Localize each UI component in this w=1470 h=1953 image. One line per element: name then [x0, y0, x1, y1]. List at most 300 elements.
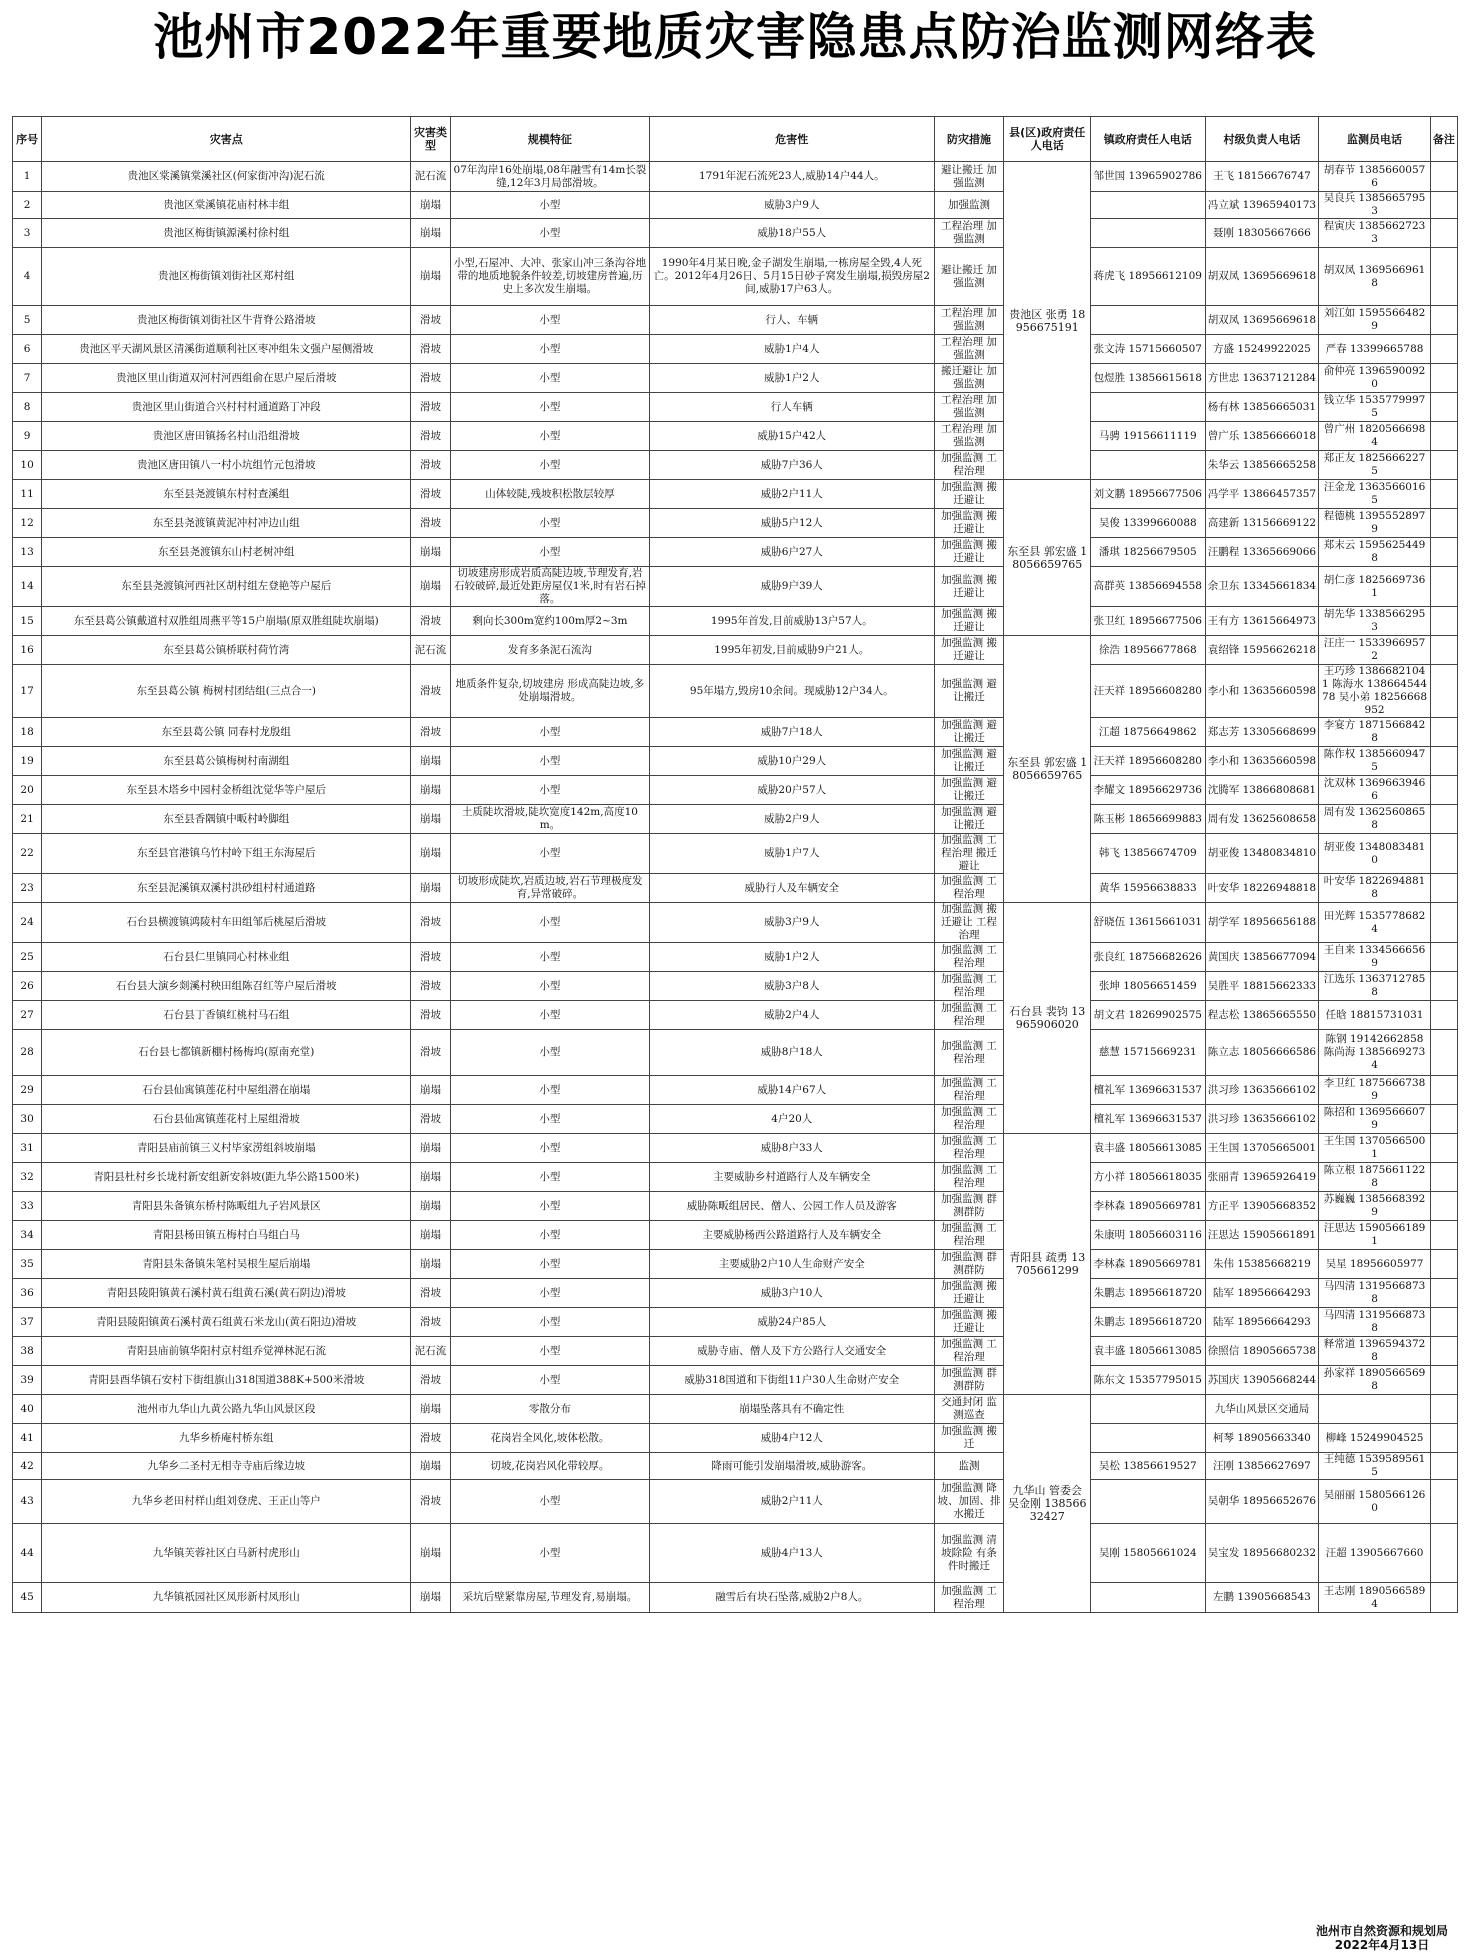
scale-feature: 小型 — [450, 1030, 649, 1076]
monitor-contact: 汪思达 15905661891 — [1319, 1221, 1431, 1250]
prevention-measure: 加强监测 避让搬迁 — [934, 805, 1004, 834]
prevention-measure: 加强监测 搬迁避让 — [934, 480, 1004, 509]
town-responsible-contact: 高群英 13856694558 — [1090, 567, 1205, 607]
table-row — [13, 1076, 1458, 1105]
hazard-description: 威胁7户36人 — [649, 451, 934, 480]
village-responsible-contact: 杨有林 13856665031 — [1205, 393, 1319, 422]
table-row — [13, 451, 1458, 480]
monitor-contact: 释常道 13965943728 — [1319, 1337, 1431, 1366]
village-responsible-contact: 黄国庆 13856677094 — [1205, 943, 1319, 972]
disaster-type: 崩塌 — [411, 1250, 451, 1279]
scale-feature: 零散分布 — [450, 1395, 649, 1424]
monitoring-table-container — [12, 116, 1458, 1613]
town-responsible-contact: 袁丰盛 18056613085 — [1090, 1134, 1205, 1163]
disaster-site: 贵池区棠溪镇花庙村林丰组 — [42, 192, 411, 219]
table-row — [13, 422, 1458, 451]
prevention-measure: 工程治理 加强监测 — [934, 335, 1004, 364]
header-cell: 镇政府责任人电话 — [1090, 117, 1205, 162]
disaster-site: 石台县大演乡剡溪村秧田组陈召红等户屋后滑坡 — [42, 972, 411, 1001]
town-responsible-contact: 张坤 18056651459 — [1090, 972, 1205, 1001]
prevention-measure: 加强监测 工程治理 — [934, 1001, 1004, 1030]
prevention-measure: 加强监测 搬迁避让 — [934, 607, 1004, 636]
row-number: 27 — [13, 1001, 42, 1030]
row-number: 3 — [13, 219, 42, 248]
remark-cell — [1430, 335, 1457, 364]
scale-feature: 小型 — [450, 1221, 649, 1250]
village-responsible-contact: 汪鹏程 13365669066 — [1205, 538, 1319, 567]
monitor-contact: 任晗 18815731031 — [1319, 1001, 1431, 1030]
scale-feature: 小型 — [450, 1279, 649, 1308]
hazard-description: 威胁8户18人 — [649, 1030, 934, 1076]
row-number: 9 — [13, 422, 42, 451]
page-title: 池州市2022年重要地质灾害隐患点防治监测网络表 — [153, 8, 1317, 66]
prevention-measure: 避让搬迁 加强监测 — [934, 248, 1004, 306]
table-row — [13, 1395, 1458, 1424]
header-cell: 序号 — [13, 117, 42, 162]
disaster-site: 九华镇祇园社区凤形新村凤形山 — [42, 1583, 411, 1613]
prevention-measure: 加强监测 搬迁 — [934, 1424, 1004, 1453]
disaster-site: 石台县七都镇新棚村杨梅坞(原南充堂) — [42, 1030, 411, 1076]
town-responsible-contact: 胡文君 18269902575 — [1090, 1001, 1205, 1030]
hazard-description: 威胁3户8人 — [649, 972, 934, 1001]
row-number: 6 — [13, 335, 42, 364]
disaster-site: 贵池区里山街道双河村河西组俞在思户屋后滑坡 — [42, 364, 411, 393]
monitor-contact: 王自来 13345666569 — [1319, 943, 1431, 972]
row-number: 14 — [13, 567, 42, 607]
hazard-description: 威胁20户57人 — [649, 776, 934, 805]
town-responsible-contact: 蒋虎飞 18956612109 — [1090, 248, 1205, 306]
disaster-type: 崩塌 — [411, 1524, 451, 1583]
monitor-contact: 程德桃 13955528979 — [1319, 509, 1431, 538]
disaster-site: 东至县葛公镇 同春村龙殷组 — [42, 718, 411, 747]
village-responsible-contact: 吴宝发 18956680232 — [1205, 1524, 1319, 1583]
row-number: 15 — [13, 607, 42, 636]
scale-feature: 山体较陡,残坡积松散层较厚 — [450, 480, 649, 509]
village-responsible-contact: 陆军 18956664293 — [1205, 1308, 1319, 1337]
hazard-description: 威胁2户4人 — [649, 1001, 934, 1030]
town-responsible-contact: 檀礼军 13696631537 — [1090, 1105, 1205, 1134]
table-row — [13, 1583, 1458, 1613]
row-number: 11 — [13, 480, 42, 509]
row-number: 45 — [13, 1583, 42, 1613]
scale-feature: 地质条件复杂,切坡建房 形成高陡边坡,多处崩塌滑坡。 — [450, 665, 649, 718]
village-responsible-contact: 余卫东 13345661834 — [1205, 567, 1319, 607]
row-number: 28 — [13, 1030, 42, 1076]
table-row — [13, 364, 1458, 393]
remark-cell — [1430, 903, 1457, 943]
village-responsible-contact: 方正平 13905668352 — [1205, 1192, 1319, 1221]
scale-feature: 小型 — [450, 306, 649, 335]
row-number: 22 — [13, 834, 42, 874]
disaster-type: 滑坡 — [411, 1424, 451, 1453]
town-responsible-contact — [1090, 451, 1205, 480]
hazard-description: 4户20人 — [649, 1105, 934, 1134]
hazard-description: 95年塌方,毁房10余间。现威胁12户34人。 — [649, 665, 934, 718]
scale-feature: 切坡,花岗岩风化带较厚。 — [450, 1453, 649, 1480]
town-responsible-contact: 张卫红 18956677506 — [1090, 607, 1205, 636]
monitor-contact — [1319, 1395, 1431, 1424]
village-responsible-contact: 方盛 15249922025 — [1205, 335, 1319, 364]
table-row — [13, 306, 1458, 335]
header-cell: 危害性 — [649, 117, 934, 162]
village-responsible-contact: 苏国庆 13905668244 — [1205, 1366, 1319, 1395]
table-body — [13, 162, 1458, 1613]
row-number: 44 — [13, 1524, 42, 1583]
town-responsible-contact: 邹世国 13965902786 — [1090, 162, 1205, 192]
scale-feature: 小型 — [450, 1192, 649, 1221]
monitor-contact: 胡先华 13385662953 — [1319, 607, 1431, 636]
disaster-type: 滑坡 — [411, 1001, 451, 1030]
remark-cell — [1430, 636, 1457, 665]
table-row — [13, 665, 1458, 718]
hazard-description: 崩塌坠落具有不确定性 — [649, 1395, 934, 1424]
disaster-site: 青阳县朱备镇东桥村陈畈组九子岩风景区 — [42, 1192, 411, 1221]
prevention-measure: 加强监测 降坡、加固、排水搬迁 — [934, 1480, 1004, 1524]
remark-cell — [1430, 219, 1457, 248]
town-responsible-contact: 舒晓伍 13615661031 — [1090, 903, 1205, 943]
scale-feature: 小型 — [450, 718, 649, 747]
disaster-type: 崩塌 — [411, 192, 451, 219]
hazard-description: 威胁寺庙、僧人及下方公路行人交通安全 — [649, 1337, 934, 1366]
prevention-measure: 工程治理 加强监测 — [934, 219, 1004, 248]
village-responsible-contact: 朱华云 13856665258 — [1205, 451, 1319, 480]
hazard-description: 威胁2户11人 — [649, 480, 934, 509]
monitor-contact: 苏巍巍 13856683929 — [1319, 1192, 1431, 1221]
village-responsible-contact: 高建新 13156669122 — [1205, 509, 1319, 538]
prevention-measure: 加强监测 清坡除险 有条件时搬迁 — [934, 1524, 1004, 1583]
footer-date: 2022年4月13日 — [1334, 1938, 1430, 1952]
prevention-measure: 加强监测 搬迁避让 — [934, 1308, 1004, 1337]
disaster-site: 贵池区梅街镇源溪村徐村组 — [42, 219, 411, 248]
village-responsible-contact: 吴胜平 18815662333 — [1205, 972, 1319, 1001]
prevention-measure: 工程治理 加强监测 — [934, 422, 1004, 451]
hazard-description: 行人车辆 — [649, 393, 934, 422]
row-number: 29 — [13, 1076, 42, 1105]
row-number: 19 — [13, 747, 42, 776]
scale-feature: 小型 — [450, 1134, 649, 1163]
county-responsible-contact: 青阳县 疏勇 13705661299 — [1004, 1134, 1091, 1395]
row-number: 42 — [13, 1453, 42, 1480]
disaster-type: 崩塌 — [411, 1583, 451, 1613]
monitor-contact: 王生国 13705665001 — [1319, 1134, 1431, 1163]
scale-feature: 小型 — [450, 364, 649, 393]
scale-feature: 小型 — [450, 1337, 649, 1366]
prevention-measure: 加强监测 — [934, 192, 1004, 219]
table-row — [13, 219, 1458, 248]
scale-feature: 花岗岩全风化,坡体松散。 — [450, 1424, 649, 1453]
prevention-measure: 加强监测 避让搬迁 — [934, 718, 1004, 747]
disaster-type: 崩塌 — [411, 747, 451, 776]
scale-feature: 小型 — [450, 776, 649, 805]
disaster-site: 石台县丁香镇红桃村马石组 — [42, 1001, 411, 1030]
row-number: 25 — [13, 943, 42, 972]
table-row — [13, 1134, 1458, 1163]
hazard-description: 威胁4户12人 — [649, 1424, 934, 1453]
hazard-description: 主要威胁2户10人生命财产安全 — [649, 1250, 934, 1279]
table-row — [13, 943, 1458, 972]
disaster-site: 东至县木塔乡中园村金桥组沈觉华等户屋后 — [42, 776, 411, 805]
town-responsible-contact: 陈玉彬 18656699883 — [1090, 805, 1205, 834]
town-responsible-contact: 李林森 18905669781 — [1090, 1250, 1205, 1279]
monitor-contact: 王纯德 15395895615 — [1319, 1453, 1431, 1480]
village-responsible-contact: 胡学军 18956656188 — [1205, 903, 1319, 943]
hazard-description: 威胁15户42人 — [649, 422, 934, 451]
town-responsible-contact — [1090, 393, 1205, 422]
monitor-contact: 陈钢 19142662858 陈尚海 13856692734 — [1319, 1030, 1431, 1076]
town-responsible-contact: 张文涛 15715660507 — [1090, 335, 1205, 364]
disaster-site: 九华乡二圣村无相寺寺庙后缘边坡 — [42, 1453, 411, 1480]
village-responsible-contact: 胡亚俊 13480834810 — [1205, 834, 1319, 874]
disaster-site: 青阳县朱备镇朱笔村吴根生屋后崩塌 — [42, 1250, 411, 1279]
hazard-description: 行人、车辆 — [649, 306, 934, 335]
town-responsible-contact: 檀礼军 13696631537 — [1090, 1076, 1205, 1105]
table-row — [13, 480, 1458, 509]
disaster-type: 滑坡 — [411, 607, 451, 636]
hazard-description: 1990年4月某日晚,金子湖发生崩塌,一栋房屋全毁,4人死亡。2012年4月26日、5月15日砂子窝发生崩塌,损毁房屋2间,威胁17户63人。 — [649, 248, 934, 306]
disaster-site: 九华镇芙蓉社区白马新村虎形山 — [42, 1524, 411, 1583]
prevention-measure: 工程治理 加强监测 — [934, 306, 1004, 335]
disaster-type: 泥石流 — [411, 1337, 451, 1366]
monitor-contact: 吴星 18956605977 — [1319, 1250, 1431, 1279]
scale-feature: 小型 — [450, 1308, 649, 1337]
town-responsible-contact: 吴松 13856619527 — [1090, 1453, 1205, 1480]
row-number: 20 — [13, 776, 42, 805]
disaster-site: 九华乡桥庵村桥东组 — [42, 1424, 411, 1453]
village-responsible-contact: 袁绍锋 15956626218 — [1205, 636, 1319, 665]
monitor-contact: 马四清 13195668738 — [1319, 1308, 1431, 1337]
scale-feature: 切坡形成陡坎,岩质边坡,岩石节理极度发育,异常破碎。 — [450, 874, 649, 903]
monitor-contact: 沈双林 13696639466 — [1319, 776, 1431, 805]
scale-feature: 小型 — [450, 1001, 649, 1030]
disaster-type: 崩塌 — [411, 538, 451, 567]
scale-feature: 土质陡坎滑坡,陡坎宽度142m,高度10m。 — [450, 805, 649, 834]
prevention-measure: 加强监测 工程治理 — [934, 1030, 1004, 1076]
remark-cell — [1430, 192, 1457, 219]
prevention-measure: 加强监测 搬迁避让 — [934, 538, 1004, 567]
disaster-type: 泥石流 — [411, 636, 451, 665]
header-cell: 备注 — [1430, 117, 1457, 162]
village-responsible-contact: 王飞 18156676747 — [1205, 162, 1319, 192]
prevention-measure: 加强监测 搬迁避让 工程治理 — [934, 903, 1004, 943]
remark-cell — [1430, 1030, 1457, 1076]
row-number: 33 — [13, 1192, 42, 1221]
hazard-description: 主要威胁杨西公路道路行人及车辆安全 — [649, 1221, 934, 1250]
village-responsible-contact: 周有发 13625608658 — [1205, 805, 1319, 834]
scale-feature: 发育多条泥石流沟 — [450, 636, 649, 665]
town-responsible-contact: 吴俊 13399660088 — [1090, 509, 1205, 538]
row-number: 1 — [13, 162, 42, 192]
disaster-type: 崩塌 — [411, 1221, 451, 1250]
prevention-measure: 加强监测 群测群防 — [934, 1192, 1004, 1221]
town-responsible-contact: 朱鹏志 18956618720 — [1090, 1279, 1205, 1308]
village-responsible-contact: 洪习珍 13635666102 — [1205, 1076, 1319, 1105]
disaster-site: 贵池区梅街镇刘街社区牛背脊公路滑坡 — [42, 306, 411, 335]
hazard-description: 威胁4户13人 — [649, 1524, 934, 1583]
table-row — [13, 248, 1458, 306]
village-responsible-contact: 冯学平 13866457357 — [1205, 480, 1319, 509]
row-number: 30 — [13, 1105, 42, 1134]
remark-cell — [1430, 451, 1457, 480]
hazard-description: 威胁3户9人 — [649, 192, 934, 219]
disaster-site: 东至县尧渡镇东村村查溪组 — [42, 480, 411, 509]
monitor-contact: 胡仁彦 18256697361 — [1319, 567, 1431, 607]
disaster-site: 贵池区棠溪镇棠溪社区(何家街冲沟)泥石流 — [42, 162, 411, 192]
hazard-description: 威胁3户10人 — [649, 1279, 934, 1308]
table-row — [13, 1453, 1458, 1480]
scale-feature: 小型 — [450, 1480, 649, 1524]
footer — [1316, 1924, 1448, 1952]
disaster-type: 滑坡 — [411, 1308, 451, 1337]
remark-cell — [1430, 364, 1457, 393]
row-number: 40 — [13, 1395, 42, 1424]
village-responsible-contact: 曾广乐 13856666018 — [1205, 422, 1319, 451]
monitor-contact: 吴良兵 13856657953 — [1319, 192, 1431, 219]
town-responsible-contact: 李林森 18905669781 — [1090, 1192, 1205, 1221]
table-row — [13, 747, 1458, 776]
prevention-measure: 加强监测 工程治理 — [934, 451, 1004, 480]
disaster-site: 东至县尧渡镇东山村老树冲组 — [42, 538, 411, 567]
monitor-contact: 江选乐 13637127858 — [1319, 972, 1431, 1001]
remark-cell — [1430, 1424, 1457, 1453]
disaster-type: 滑坡 — [411, 1279, 451, 1308]
remark-cell — [1430, 943, 1457, 972]
monitor-contact: 俞仲亮 13965900920 — [1319, 364, 1431, 393]
remark-cell — [1430, 393, 1457, 422]
hazard-description: 威胁1户7人 — [649, 834, 934, 874]
monitor-contact: 胡双凤 13695669618 — [1319, 248, 1431, 306]
prevention-measure: 加强监测 工程治理 — [934, 1337, 1004, 1366]
table-row — [13, 162, 1458, 192]
table-row — [13, 1250, 1458, 1279]
town-responsible-contact: 张良红 18756682626 — [1090, 943, 1205, 972]
row-number: 41 — [13, 1424, 42, 1453]
table-row — [13, 1366, 1458, 1395]
remark-cell — [1430, 1105, 1457, 1134]
village-responsible-contact: 程志松 13865665550 — [1205, 1001, 1319, 1030]
row-number: 16 — [13, 636, 42, 665]
table-row — [13, 393, 1458, 422]
disaster-type: 滑坡 — [411, 364, 451, 393]
disaster-site: 石台县仙寓镇莲花村中屋组潜在崩塌 — [42, 1076, 411, 1105]
monitor-contact: 郑末云 15956254498 — [1319, 538, 1431, 567]
town-responsible-contact: 陈东文 15357795015 — [1090, 1366, 1205, 1395]
disaster-site: 贵池区唐田镇八一村小坑组竹元包滑坡 — [42, 451, 411, 480]
disaster-type: 滑坡 — [411, 972, 451, 1001]
scale-feature: 小型 — [450, 451, 649, 480]
scale-feature: 小型 — [450, 1105, 649, 1134]
prevention-measure: 交通封闭 监测巡查 — [934, 1395, 1004, 1424]
remark-cell — [1430, 776, 1457, 805]
disaster-type: 泥石流 — [411, 162, 451, 192]
town-responsible-contact: 汪天祥 18956608280 — [1090, 747, 1205, 776]
table-row — [13, 1221, 1458, 1250]
scale-feature: 小型 — [450, 509, 649, 538]
hazard-description: 威胁24户85人 — [649, 1308, 934, 1337]
remark-cell — [1430, 972, 1457, 1001]
scale-feature: 小型 — [450, 538, 649, 567]
remark-cell — [1430, 1163, 1457, 1192]
hazard-description: 威胁陈畈组居民、僧人、公园工作人员及游客 — [649, 1192, 934, 1221]
village-responsible-contact: 张丽青 13965926419 — [1205, 1163, 1319, 1192]
monitor-contact: 吴丽丽 15805661260 — [1319, 1480, 1431, 1524]
row-number: 17 — [13, 665, 42, 718]
monitor-contact: 郑正友 18256662275 — [1319, 451, 1431, 480]
scale-feature: 07年沟岸16处崩塌,08年融雪有14m长裂缝,12年3月局部滑坡。 — [450, 162, 649, 192]
remark-cell — [1430, 805, 1457, 834]
table-row — [13, 805, 1458, 834]
disaster-site: 东至县香隅镇中畈村岭脚组 — [42, 805, 411, 834]
disaster-site: 石台县仁里镇同心村林业组 — [42, 943, 411, 972]
table-row — [13, 1279, 1458, 1308]
table-row — [13, 834, 1458, 874]
hazard-description: 威胁1户2人 — [649, 943, 934, 972]
row-number: 32 — [13, 1163, 42, 1192]
disaster-type: 滑坡 — [411, 306, 451, 335]
table-row — [13, 1030, 1458, 1076]
monitor-contact: 王志刚 18905665894 — [1319, 1583, 1431, 1613]
disaster-site: 贵池区梅街镇刘街社区郑村组 — [42, 248, 411, 306]
remark-cell — [1430, 1192, 1457, 1221]
table-row — [13, 1524, 1458, 1583]
town-responsible-contact: 汪天祥 18956608280 — [1090, 665, 1205, 718]
table-row — [13, 1337, 1458, 1366]
scale-feature: 小型 — [450, 834, 649, 874]
disaster-type: 滑坡 — [411, 393, 451, 422]
town-responsible-contact: 朱鹏志 18956618720 — [1090, 1308, 1205, 1337]
village-responsible-contact: 汪思达 15905661891 — [1205, 1221, 1319, 1250]
disaster-site: 青阳县庙前镇三义村毕家涝组斜坡崩塌 — [42, 1134, 411, 1163]
disaster-site: 贵池区里山街道合兴村村村通道路丁冲段 — [42, 393, 411, 422]
hazard-description: 融雪后有块石坠落,威胁2户8人。 — [649, 1583, 934, 1613]
disaster-site: 青阳县杨田镇五梅村白马组白马 — [42, 1221, 411, 1250]
scale-feature: 小型 — [450, 1250, 649, 1279]
town-responsible-contact: 吴刚 15805661024 — [1090, 1524, 1205, 1583]
disaster-site: 贵池区唐田镇扬名村山沿组滑坡 — [42, 422, 411, 451]
row-number: 2 — [13, 192, 42, 219]
village-responsible-contact: 王生国 13705665001 — [1205, 1134, 1319, 1163]
table-row — [13, 776, 1458, 805]
prevention-measure: 加强监测 工程治理 — [934, 1076, 1004, 1105]
table-row — [13, 1163, 1458, 1192]
scale-feature: 小型 — [450, 335, 649, 364]
prevention-measure: 工程治理 加强监测 — [934, 393, 1004, 422]
row-number: 4 — [13, 248, 42, 306]
monitor-contact: 李宴方 18715668428 — [1319, 718, 1431, 747]
monitor-contact: 严春 13399665788 — [1319, 335, 1431, 364]
table-row — [13, 607, 1458, 636]
row-number: 12 — [13, 509, 42, 538]
prevention-measure: 搬迁避让 加强监测 — [934, 364, 1004, 393]
disaster-type: 崩塌 — [411, 776, 451, 805]
row-number: 23 — [13, 874, 42, 903]
header-cell: 防灾措施 — [934, 117, 1004, 162]
village-responsible-contact: 王有方 13615664973 — [1205, 607, 1319, 636]
header-cell: 县(区)政府责任人电话 — [1004, 117, 1091, 162]
town-responsible-contact: 江超 18756649862 — [1090, 718, 1205, 747]
remark-cell — [1430, 834, 1457, 874]
prevention-measure: 加强监测 工程治理 — [934, 1105, 1004, 1134]
village-responsible-contact: 沈腾军 13866808681 — [1205, 776, 1319, 805]
monitor-contact: 田光辉 15357786824 — [1319, 903, 1431, 943]
remark-cell — [1430, 1583, 1457, 1613]
monitor-contact: 汪金龙 13635660165 — [1319, 480, 1431, 509]
hazard-description: 威胁18户55人 — [649, 219, 934, 248]
disaster-site: 东至县官港镇乌竹村岭下组王东海屋后 — [42, 834, 411, 874]
prevention-measure: 监测 — [934, 1453, 1004, 1480]
village-responsible-contact: 叶安华 18226948818 — [1205, 874, 1319, 903]
prevention-measure: 加强监测 工程治理 — [934, 1134, 1004, 1163]
village-responsible-contact: 胡双凤 13695669618 — [1205, 306, 1319, 335]
